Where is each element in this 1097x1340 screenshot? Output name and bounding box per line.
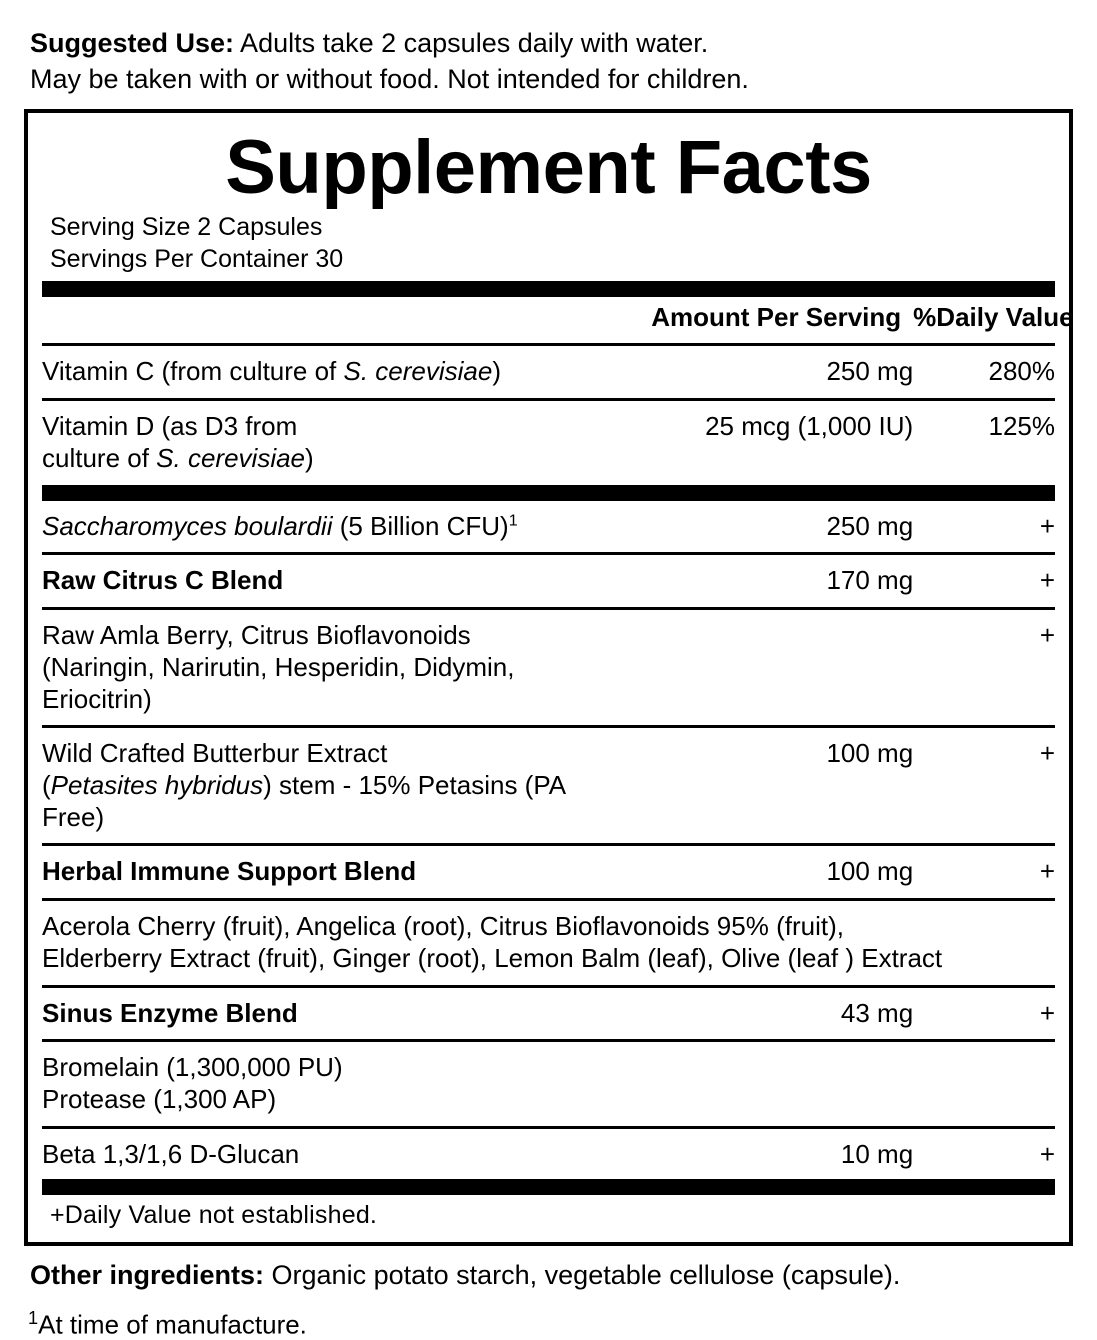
nutrient-dv: 125% [988,411,1055,442]
nutrient-name [42,733,609,838]
nutrient-dv: + [1039,856,1055,887]
sub-ingredients-line1: Bromelain (1,300,000 PU) [42,1052,343,1083]
nutrient-name-line1: Wild Crafted Butterbur Extract [42,738,388,769]
nutrient-name-post: (5 Billion CFU) [332,510,509,541]
nutrient-dv: + [1039,620,1055,651]
nutrient-name-line2-post: ) stem - 15% Petasins (PA Free) [42,769,565,832]
table-row [42,1134,1055,1176]
facts-panel [24,109,1073,1246]
nutrient-name: Raw Citrus C Blend [42,565,284,596]
nutrient-sub-ingredients [42,906,1055,979]
sub-ingredients-line2: (Naringin, Narirutin, Hesperidin, Didymin, Eriocitrin) [42,651,515,714]
divider-row-thick [42,480,1055,506]
nutrient-name [42,406,609,479]
nutrient-amount: 170 mg [826,565,914,596]
nutrient-name-post: ) [492,356,502,387]
header-blank [42,297,609,339]
other-ingredients-block [30,1258,1075,1293]
nutrient-name [42,351,609,393]
nutrient-amount: 10 mg [840,1138,914,1169]
nutrient-name-pre: Vitamin C (from culture of [42,356,344,387]
sub-ingredients-line1: Raw Amla Berry, Citrus Bioflavonoids [42,620,471,651]
table-row [42,906,1055,979]
nutrient-name-line2-pre: culture of [42,442,157,473]
nutrient-amount: 250 mg [826,510,914,541]
table-row [42,615,1055,720]
sub-ingredients-line2: Protease (1,300 AP) [42,1083,277,1114]
nutrient-name: Beta 1,3/1,6 D-Glucan [42,1138,300,1169]
nutrient-amount: 43 mg [840,997,914,1028]
nutrient-name-line2-italic: Petasites hybridus [50,769,264,800]
manufacture-note [28,1308,1075,1340]
nutrient-name [42,506,609,548]
nutrition-table [42,297,1074,1176]
divider-row [42,1034,1055,1047]
nutrient-dv: + [1039,997,1055,1028]
nutrient-amount: 100 mg [826,856,914,887]
divider-row [42,838,1055,851]
table-row [42,560,1055,602]
table-row [42,1047,1055,1120]
table-row [42,406,1055,479]
nutrient-amount: 250 mg [826,356,914,387]
nutrient-name-italic: S. cerevisiae [343,356,493,387]
serving-size: Serving Size 2 Capsules [50,212,323,241]
header-amount-per-serving: Amount Per Serving [651,301,902,332]
divider-row [42,1121,1055,1134]
table-row [42,351,1055,393]
divider-thick-top [42,281,1055,297]
divider-thick-bottom [42,1179,1055,1195]
divider-row [42,393,1055,406]
page-title: Supplement Facts [225,125,872,211]
nutrient-dv: 280% [988,356,1055,387]
footnote-marker: 1 [28,1307,39,1328]
table-row [42,851,1055,893]
divider-row [42,547,1055,560]
footnote-marker: 1 [508,510,518,529]
nutrient-dv: + [1039,1138,1055,1169]
serving-info [42,211,1055,275]
other-ingredients-label: Other ingredients: [30,1260,265,1291]
nutrient-dv: + [1039,510,1055,541]
nutrient-name: Sinus Enzyme Blend [42,997,298,1028]
suggested-use-line2: May be taken with or without food. Not intended for children. [30,63,749,94]
suggested-use-block [30,26,1075,97]
sub-ingredients-line1: Acerola Cherry (fruit), Angelica (root), Citrus Bioflavonoids 95% (fruit), [42,911,844,942]
table-row [42,993,1055,1035]
header-daily-value: %Daily Value [913,301,1074,332]
table-row [42,733,1055,838]
nutrient-name-italic: Saccharomyces boulardii [42,510,333,541]
divider-row [42,720,1055,733]
nutrient-dv: + [1039,738,1055,769]
nutrient-dv: + [1039,565,1055,596]
nutrient-amount: 100 mg [826,738,914,769]
suggested-use-line1: Adults take 2 capsules daily with water. [234,28,709,58]
nutrient-name-pre: Vitamin D (as D3 from [42,411,298,442]
nutrient-name-line2-italic: S. cerevisiae [156,442,306,473]
divider-row [42,893,1055,906]
suggested-use-label: Suggested Use: [30,28,235,58]
divider-row [42,338,1055,351]
other-ingredients-text: Organic potato starch, vegetable cellulose (capsule). [264,1260,901,1291]
nutrient-amount [609,615,913,720]
servings-per-container: Servings Per Container 30 [50,244,344,273]
divider-row [42,980,1055,993]
table-header-row [42,297,1055,339]
nutrient-name-line2-pre: ( [42,769,51,800]
manufacture-note-text: At time of manufacture. [38,1309,307,1340]
divider-row [42,602,1055,615]
nutrient-amount: 25 mcg (1,000 IU) [705,411,914,442]
nutrient-name-line2-post: ) [305,442,314,473]
nutrient-sub-ingredients [42,615,609,720]
nutrient-sub-ingredients [42,1047,1055,1120]
sub-ingredients-line2: Elderberry Extract (fruit), Ginger (root), Lemon Balm (leaf), Olive (leaf ) Extract [42,942,943,973]
daily-value-footnote: +Daily Value not established. [50,1201,378,1230]
table-row [42,506,1055,548]
nutrient-name: Herbal Immune Support Blend [42,856,417,887]
